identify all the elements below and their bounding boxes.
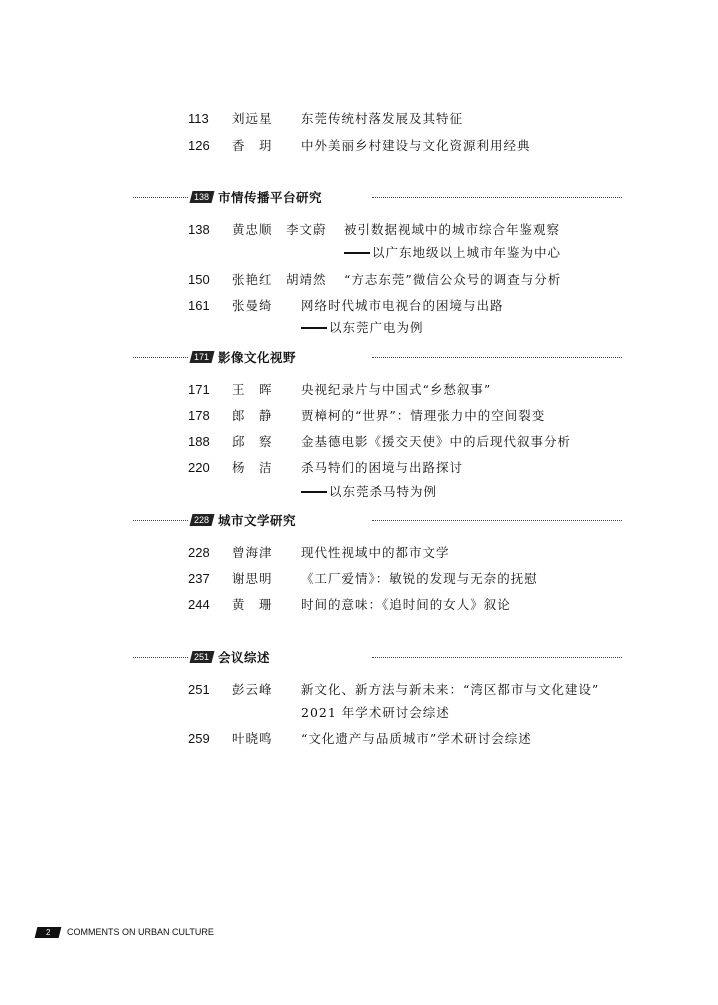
- author: 叶晓鸣: [232, 731, 273, 746]
- page-number: 126: [188, 138, 210, 153]
- dash-rule: [344, 252, 370, 254]
- article-title: “文化遗产与品质城市”学术研讨会综述: [301, 731, 532, 746]
- dotted-rule-right: [372, 657, 622, 658]
- author: 杨 洁: [232, 460, 273, 475]
- author: 谢思明: [232, 571, 273, 586]
- footer-journal-name: COMMENTS ON URBAN CULTURE: [67, 927, 214, 937]
- author: 黄忠顺 李文蔚: [232, 222, 327, 237]
- page-number: 188: [188, 434, 210, 449]
- page-number: 138: [188, 222, 210, 237]
- section-page-badge: 228: [190, 514, 215, 526]
- page-number: 113: [188, 111, 209, 126]
- article-title: 央视纪录片与中国式“乡愁叙事”: [301, 382, 492, 397]
- article-subtitle: 2021 年学术研讨会综述: [301, 705, 450, 720]
- article-subtitle: 以广东地级以上城市年鉴为中心: [372, 245, 562, 260]
- article-title: “方志东莞”微信公众号的调查与分析: [344, 272, 562, 287]
- author: 香 玥: [232, 138, 273, 153]
- dotted-rule-right: [372, 357, 622, 358]
- author: 黄 珊: [232, 597, 273, 612]
- article-title: 金基德电影《援交天使》中的后现代叙事分析: [301, 434, 572, 449]
- article-title: 网络时代城市电视台的困境与出路: [301, 298, 504, 313]
- page-number: 178: [188, 408, 210, 423]
- article-title: 杀马特们的困境与出路探讨: [301, 460, 464, 475]
- section-header: [0, 648, 718, 668]
- dotted-rule-left: [133, 197, 188, 198]
- page-number: 171: [188, 382, 210, 397]
- author: 张曼绮: [232, 298, 273, 313]
- author: 王 晖: [232, 382, 273, 397]
- page-number: 244: [188, 597, 210, 612]
- author: 张艳红 胡靖然: [232, 272, 327, 287]
- section-header: [0, 188, 718, 208]
- section-title: 影像文化视野: [218, 350, 297, 365]
- dash-rule: [301, 491, 327, 493]
- author: 曾海津: [232, 545, 273, 560]
- dotted-rule-left: [133, 657, 188, 658]
- page-number: 161: [188, 298, 210, 313]
- article-subtitle: 以东莞杀马特为例: [329, 484, 438, 499]
- dotted-rule-right: [372, 197, 622, 198]
- section-title: 城市文学研究: [218, 513, 297, 528]
- section-title: 市情传播平台研究: [218, 190, 323, 205]
- article-title: 现代性视域中的都市文学: [301, 545, 450, 560]
- author: 刘远星: [232, 111, 273, 126]
- author: 邱 察: [232, 434, 273, 449]
- page-number: 251: [188, 682, 210, 697]
- footer-page-number: 2: [35, 927, 62, 938]
- page-number: 237: [188, 571, 210, 586]
- article-title: 东莞传统村落发展及其特征: [301, 111, 464, 126]
- page-number: 259: [188, 731, 210, 746]
- dotted-rule-right: [372, 520, 622, 521]
- article-title: 被引数据视域中的城市综合年鉴观察: [344, 222, 561, 237]
- dotted-rule-left: [133, 357, 188, 358]
- article-title: 贾樟柯的“世界”：情理张力中的空间裂变: [301, 408, 546, 423]
- article-title: 中外美丽乡村建设与文化资源利用经典: [301, 138, 531, 153]
- section-header: [0, 511, 718, 531]
- article-title: 新文化、新方法与新未来：“湾区都市与文化建设”: [301, 682, 600, 697]
- author: 郎 静: [232, 408, 273, 423]
- section-page-badge: 138: [190, 191, 215, 203]
- article-title: 《工厂爱情》：敏锐的发现与无奈的抚慰: [301, 571, 538, 586]
- section-page-badge: 171: [190, 351, 215, 363]
- section-title: 会议综述: [218, 650, 271, 665]
- dotted-rule-left: [133, 520, 188, 521]
- page-number: 228: [188, 545, 210, 560]
- page-number: 220: [188, 460, 210, 475]
- dash-rule: [301, 327, 327, 329]
- page-number: 150: [188, 272, 210, 287]
- author: 彭云峰: [232, 682, 273, 697]
- section-page-badge: 251: [190, 651, 215, 663]
- article-subtitle: 以东莞广电为例: [329, 320, 424, 335]
- section-header: [0, 348, 718, 368]
- article-title: 时间的意味：《追时间的女人》叙论: [301, 597, 511, 612]
